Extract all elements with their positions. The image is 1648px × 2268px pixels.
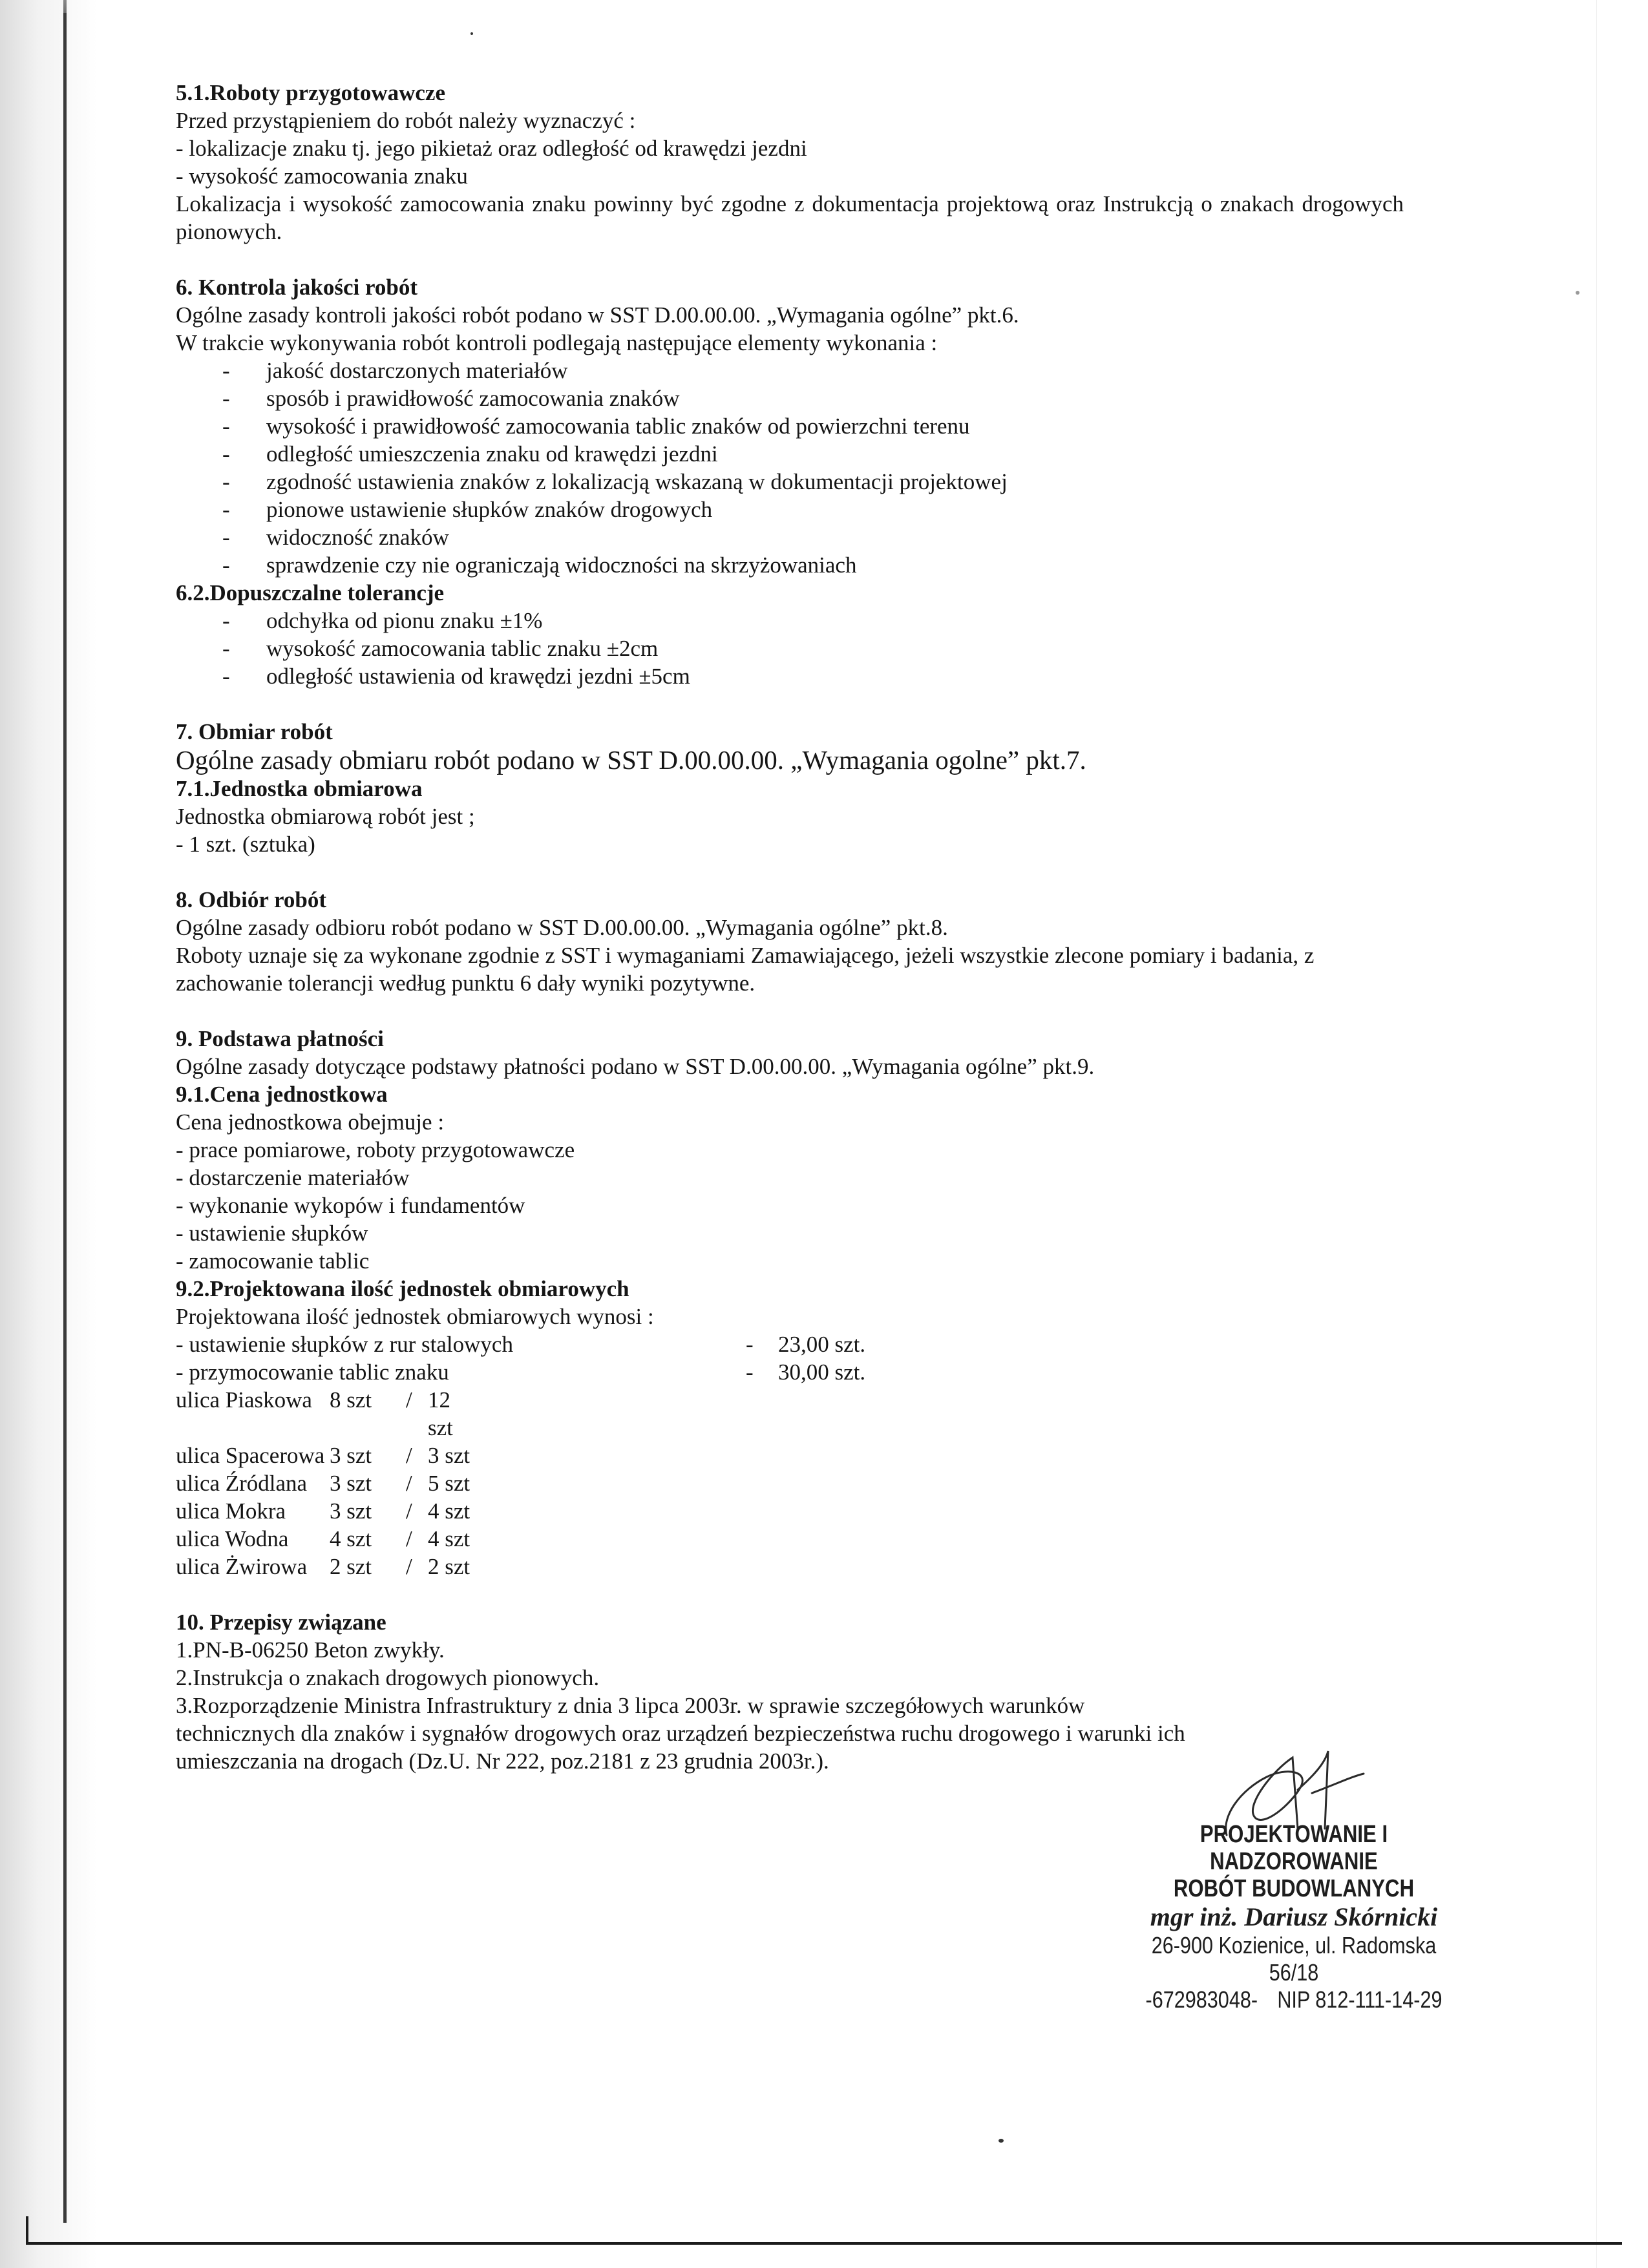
list-item: - sposób i prawidłowość zamocowania znaków: [222, 386, 680, 411]
text-line: Ogólne zasady kontroli jakości robót podano w SST D.00.00.00. „Wymagania ogólne” pkt.6.: [176, 302, 1019, 328]
text-line: - ustawienie słupków: [176, 1221, 368, 1246]
heading-9-2: 9.2.Projektowana ilość jednostek obmiarowych: [176, 1276, 629, 1301]
list-item: - sprawdzenie czy nie ograniczają widoczności na skrzyżowaniach: [222, 552, 857, 578]
page-bottom-edge: [26, 2242, 1622, 2245]
scan-speck: [998, 2139, 1004, 2143]
text-line: Roboty uznaje się za wykonane zgodnie z SST i wymaganiami Zamawiającego, jeżeli wszystkie zlecone pomiary i badania, z: [176, 943, 1315, 968]
text-line: Cena jednostkowa obejmuje :: [176, 1109, 445, 1135]
heading-8: 8. Odbiór robót: [176, 887, 327, 912]
street-row: ulica Piaskowa 8 szt / 12 szt: [176, 1387, 453, 1440]
heading-5-1: 5.1.Roboty przygotowawcze: [176, 80, 445, 105]
scan-speck: [1576, 291, 1579, 295]
text-line: zachowanie tolerancji według punktu 6 dały wyniki pozytywne.: [176, 971, 755, 996]
list-item: - wysokość zamocowania tablic znaku ±2cm: [222, 636, 659, 661]
text-line: Jednostka obmiarową robót jest ;: [176, 804, 475, 829]
text-line: 3.Rozporządzenie Ministra Infrastruktury z dnia 3 lipca 2003r. w sprawie szczegółowych warunków: [176, 1693, 1085, 1718]
stamp-ids: [1140, 1986, 1448, 2013]
street-row: ulica Mokra 3 szt / 4 szt: [176, 1498, 470, 1524]
list-item: - zgodność ustawienia znaków z lokalizacją wskazaną w dokumentacji projektowej: [222, 469, 1008, 494]
heading-9: 9. Podstawa płatności: [176, 1026, 384, 1051]
list-item: - odległość ustawienia od krawędzi jezdni ±5cm: [222, 664, 690, 689]
text-line: Ogólne zasady odbioru robót podano w SST D.00.00.00. „Wymagania ogólne” pkt.8.: [176, 915, 948, 940]
street-row: ulica Żwirowa 2 szt / 2 szt: [176, 1554, 470, 1579]
text-line: Ogólne zasady dotyczące podstawy płatności podano w SST D.00.00.00. „Wymagania ogólne” pkt.9.: [176, 1054, 1095, 1079]
list-item: - wysokość i prawidłowość zamocowania tablic znaków od powierzchni terenu: [222, 414, 970, 439]
street-row: ulica Źródlana 3 szt / 5 szt: [176, 1471, 470, 1496]
list-item: - jakość dostarczonych materiałów: [222, 358, 568, 383]
text-line: - dostarczenie materiałów: [176, 1165, 410, 1190]
list-item: - odległość umieszczenia znaku od krawędzi jezdni: [222, 441, 718, 467]
text-line: - zamocowanie tablic: [176, 1248, 370, 1274]
stamp-name: mgr inż. Dariusz Skórnicki: [1150, 1902, 1438, 1931]
heading-6-2: 6.2.Dopuszczalne tolerancje: [176, 580, 445, 605]
text-line: W trakcie wykonywania robót kontroli podlegają następujące elementy wykonania :: [176, 330, 938, 355]
quantity-row: - przymocowanie tablic znaku - 30,00 szt.: [176, 1360, 866, 1385]
list-item: - odchyłka od pionu znaku ±1%: [222, 608, 543, 633]
street-row: ulica Wodna 4 szt / 4 szt: [176, 1526, 470, 1551]
heading-7: 7. Obmiar robót: [176, 719, 333, 744]
text-line: umieszczania na drogach (Dz.U. Nr 222, poz.2181 z 23 grudnia 2003r.).: [176, 1748, 829, 1774]
street-row: ulica Spacerowa 3 szt / 3 szt: [176, 1443, 470, 1468]
binder-shadow: [0, 0, 97, 2268]
text-line: technicznych dla znaków i sygnałów drogowych oraz urządzeń bezpieczeństwa ruchu drogowego i warunki ich: [176, 1721, 1185, 1746]
text-line: Ogólne zasady obmiaru robót podano w SST D.00.00.00. „Wymagania ogolne” pkt.7.: [176, 745, 1086, 775]
text-line: Projektowana ilość jednostek obmiarowych wynosi :: [176, 1304, 654, 1329]
text-line: - wysokość zamocowania znaku: [176, 163, 468, 189]
page-bottom-corner: [26, 2216, 28, 2245]
stamp-nip: NIP 812-111-14-29: [1277, 1986, 1442, 2013]
list-item: - pionowe ustawienie słupków znaków drogowych: [222, 497, 713, 522]
heading-6: 6. Kontrola jakości robót: [176, 275, 417, 300]
company-stamp: [1113, 1821, 1475, 2013]
text-line: - lokalizacje znaku tj. jego pikietaż oraz odległość od krawędzi jezdni: [176, 136, 807, 161]
stamp-company-line: ROBÓT BUDOWLANYCH: [1173, 1875, 1415, 1902]
heading-7-1: 7.1.Jednostka obmiarowa: [176, 776, 423, 801]
stamp-phone: -672983048-: [1145, 1986, 1258, 2013]
heading-10: 10. Przepisy związane: [176, 1610, 386, 1635]
text-line: - prace pomiarowe, roboty przygotowawcze: [176, 1137, 575, 1162]
text-line: 1.PN-B-06250 Beton zwykły.: [176, 1637, 445, 1663]
stamp-address: 26-900 Kozienice, ul. Radomska 56/18: [1151, 1932, 1437, 1986]
text-line: - wykonanie wykopów i fundamentów: [176, 1193, 525, 1218]
page-right-edge: [1596, 0, 1597, 2268]
quantity-row: - ustawienie słupków z rur stalowych - 23,00 szt.: [176, 1332, 866, 1357]
heading-9-1: 9.1.Cena jednostkowa: [176, 1082, 388, 1107]
list-item: - widoczność znaków: [222, 525, 449, 550]
text-line: 2.Instrukcja o znakach drogowych pionowych.: [176, 1665, 600, 1690]
binder-edge: [63, 13, 67, 2223]
scan-speck: [470, 32, 473, 35]
paragraph-5-1: Lokalizacja i wysokość zamocowania znaku powinny być zgodne z dokumentacja projektową oraz Instrukcją o znakach drogowych pionowych.: [176, 191, 1404, 244]
stamp-company-line: PROJEKTOWANIE I NADZOROWANIE: [1199, 1821, 1388, 1875]
document-body: [176, 79, 1546, 1775]
text-line: Przed przystąpieniem do robót należy wyznaczyć :: [176, 108, 636, 133]
text-line: - 1 szt. (sztuka): [176, 832, 315, 857]
